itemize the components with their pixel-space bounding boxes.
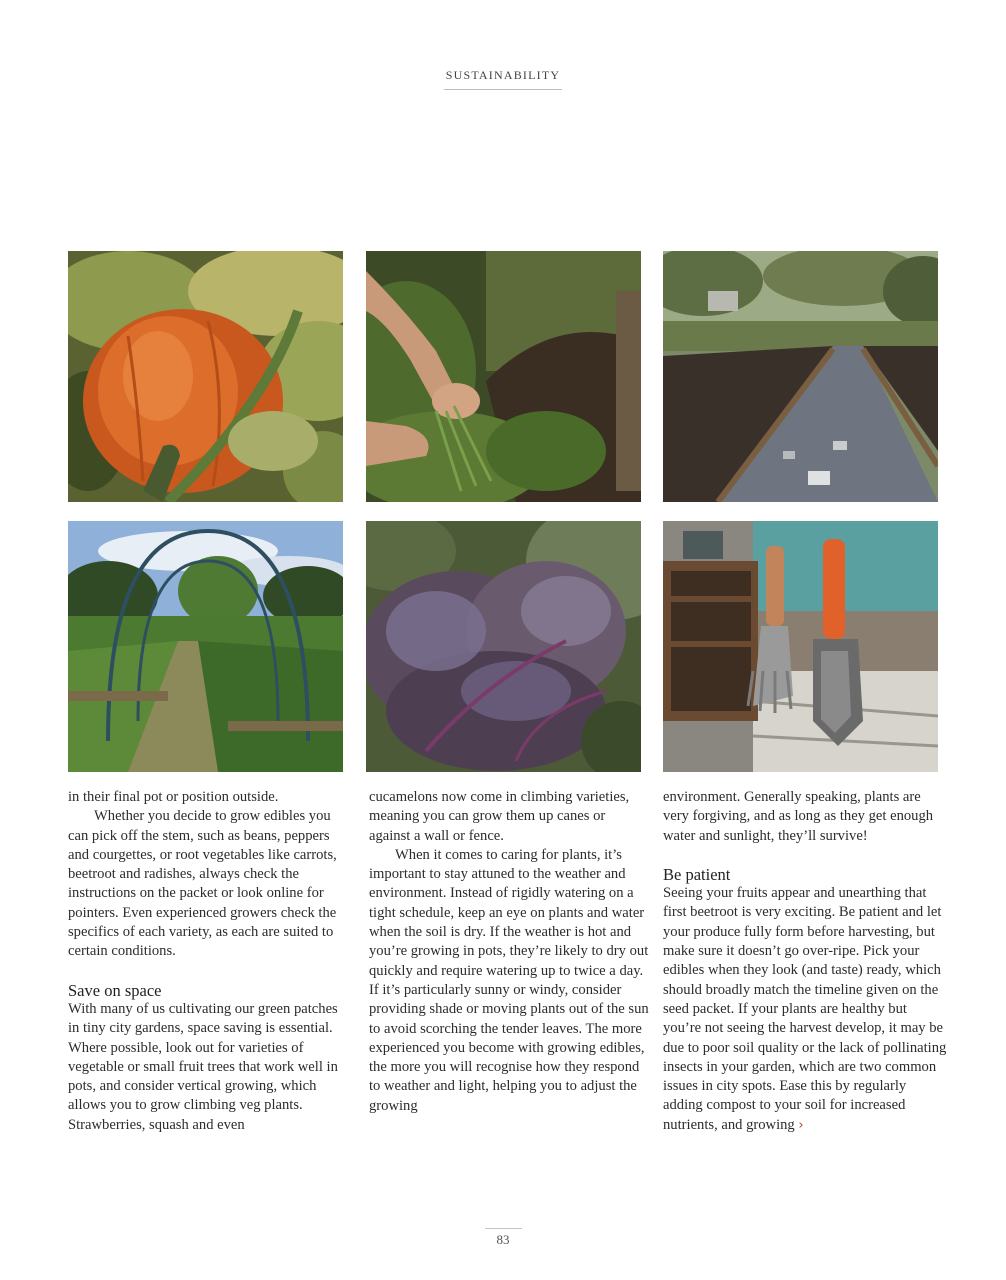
page-number: 83	[485, 1228, 522, 1248]
col1-paragraph-2: Whether you decide to grow edibles you can pick off the stem, such as beans, peppers and courgettes, or root vegetables like carrots, beetroot and radishes, always check the instructions on the packet or look online for pointers. Even experienced growers check the specifics of each variety, as each are suited to certain conditions.	[68, 808, 337, 960]
garden-tools-photo	[663, 521, 938, 772]
weeding-image	[366, 251, 641, 502]
column-1	[68, 788, 348, 1135]
be-patient-heading: Be patient	[663, 864, 731, 884]
continue-arrow-icon: ›	[798, 1117, 804, 1133]
garden-beds-photo	[663, 251, 938, 502]
col2-paragraph-2: When it comes to caring for plants, it’s important to stay attuned to the weather and environment. Instead of rigidly watering on a tight schedule, keep an eye on plants and water when the soil is dry. If the weather is hot and you’re growing in pots, they’re likely to dry out quickly and require watering up to twice a day. If it’s particularly sunny or windy, consider providing shade or moving plants out of the sun to avoid scorching the tender leaves. The more experienced you become with growing edibles, the more you will recognise how they respond to weather and light, helping you to adjust the growing	[369, 846, 649, 1114]
section-header	[0, 66, 1006, 90]
garden-tools-image	[663, 521, 938, 772]
col1-paragraph-3: With many of us cultivating our green patches in tiny city gardens, space saving is essential. Where possible, look out for varieties of vegetable or small fruit trees that work well in pots, and consider vertical growing, which allows you to grow climbing veg plants. Strawberries, squash and even	[68, 1000, 338, 1133]
column-2	[369, 788, 649, 1116]
col2-paragraph-1: cucamelons now come in climbing varieties, meaning you can grow them up canes or against a wall or fence.	[369, 789, 630, 844]
col3-paragraph-1: environment. Generally speaking, plants are very forgiving, and as long as they get enough water and sunlight, they’ll survive!	[663, 789, 934, 844]
save-on-space-heading: Save on space	[68, 980, 162, 1000]
col3-paragraph-2-text: Seeing your fruits appear and unearthing that first beetroot is very exciting. Be patient and let your produce fully form before harvesting, but make sure it doesn’t go over-ripe. Pick your edibles when they look (and taste) ready, which should broadly match the timeline given on the seed packet. If your plants are healthy but you’re not seeing the harvest develop, it may be due to poor soil quality or the lack of pollinating insects in your garden, which are two common issues in city spots. Ease this by regularly adding compost to your soil for increased nutrients, and growing	[663, 885, 947, 1133]
page-footer	[0, 1228, 1006, 1249]
col1-paragraph-1: in their final pot or position outside.	[68, 789, 279, 805]
col3-paragraph-2	[663, 884, 948, 1135]
pumpkin-image	[68, 251, 343, 502]
section-label: SUSTAINABILITY	[444, 68, 563, 90]
allotment-arch-image	[68, 521, 343, 772]
allotment-arch-photo	[68, 521, 343, 772]
pumpkin-photo	[68, 251, 343, 502]
weeding-photo	[366, 251, 641, 502]
kale-photo	[366, 521, 641, 772]
kale-image	[366, 521, 641, 772]
garden-beds-image	[663, 251, 938, 502]
column-3	[663, 788, 948, 1135]
